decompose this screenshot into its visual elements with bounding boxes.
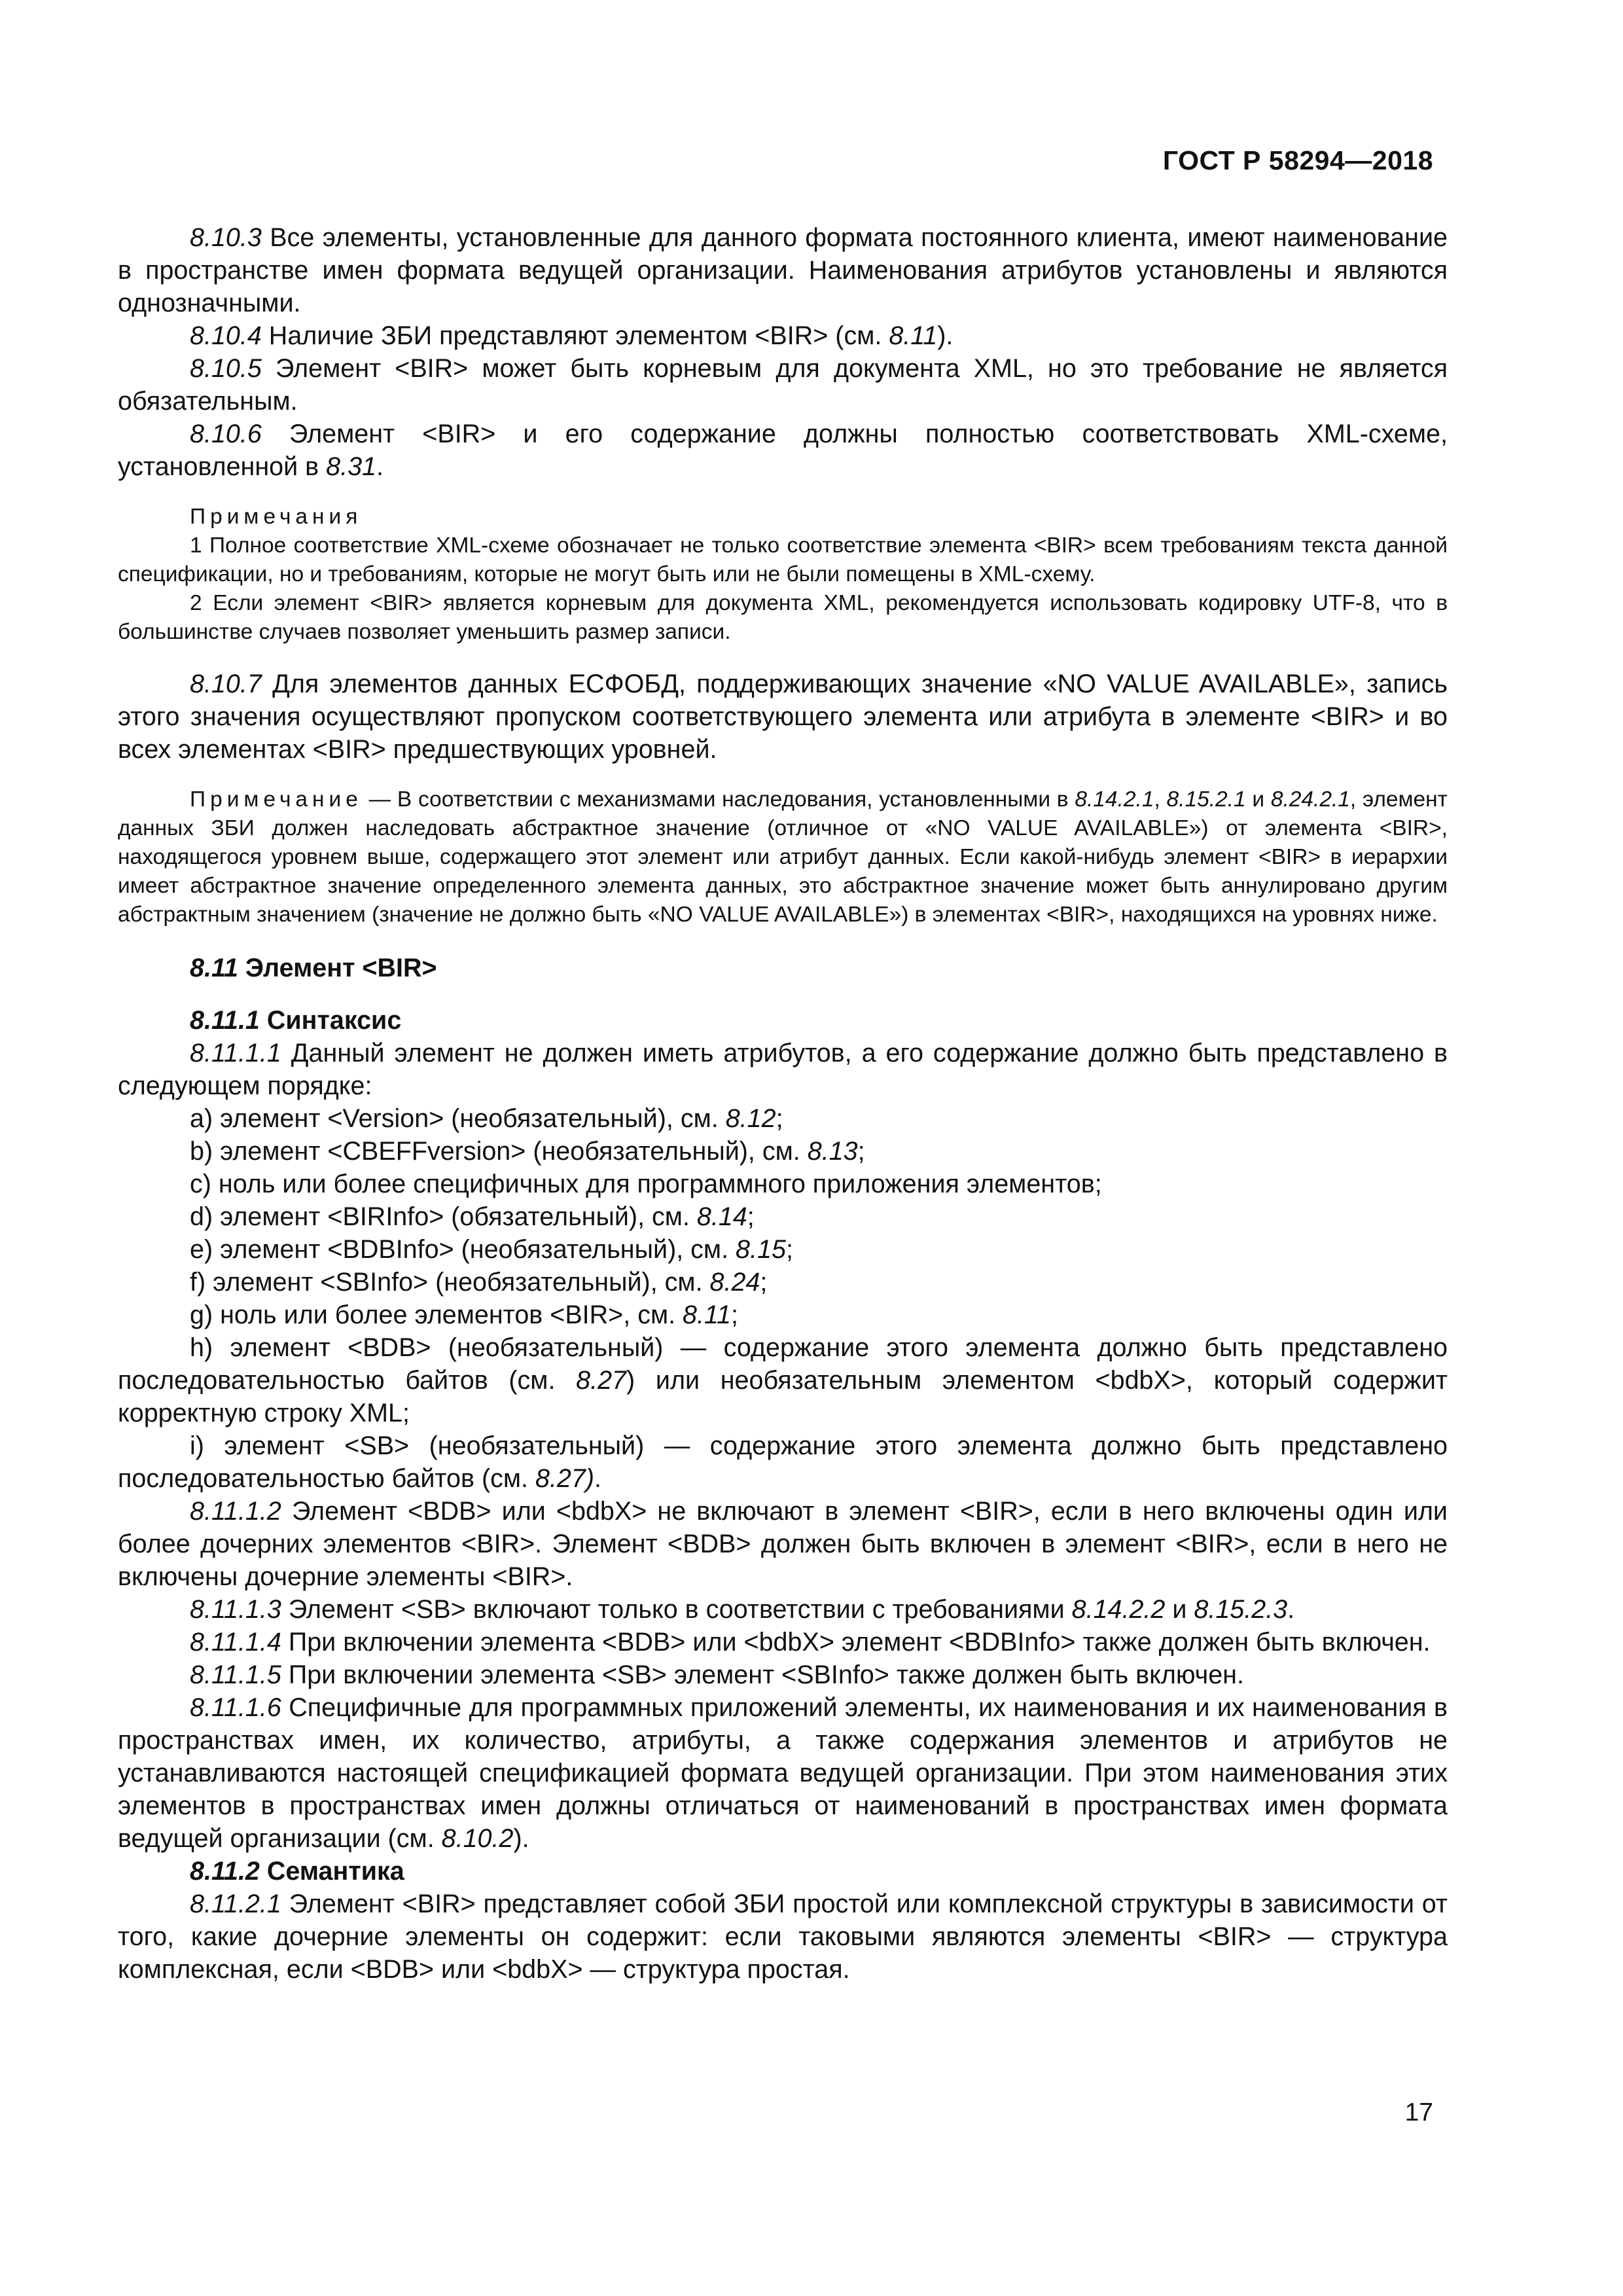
paragraph-text: Данный элемент не должен иметь атрибутов, а его содержание должно быть представлено в следующем порядке: [118, 1039, 1448, 1100]
note-2: 2 Если элемент <BIR> является корневым для документа XML, рекомендуется использовать кодировку UTF-8, что в большинстве случаев позволяет уменьшить размер записи. [118, 591, 1448, 644]
note-label: Примечание [190, 787, 363, 812]
section-number: 8.11.1 [190, 1006, 260, 1035]
paragraph-text: При включении элемента <SB> элемент <SBInfo> также должен быть включен. [281, 1660, 1244, 1689]
cross-reference: 8.24.2.1 [1270, 787, 1350, 812]
cross-reference: 8.10.2 [441, 1824, 514, 1853]
paragraph-text: . [376, 452, 384, 481]
list-item: d) элемент <BIRInfo> (обязательный), см. 8.14; [190, 1202, 755, 1231]
section-number: 8.11.2 [190, 1857, 260, 1886]
paragraph-8-11-1-6: 8.11.1.6 Специфичные для программных приложений элементы, их наименования и их наименования в пространствах имен, их количество, атрибуты, а также содержания элементов и атрибутов не устанавливаются настоящей спецификацией формата ведущей организации. При этом наименования этих элементов в пространствах имен должны отличаться от наименований в пространствах имен формата ведущей организации (см. 8.10.2). [118, 1693, 1448, 1853]
cross-reference: 8.15.2.3 [1194, 1595, 1288, 1624]
list-item-h: h) элемент <BDB> (необязательный) — содержание этого элемента должно быть представлено последовательностью байтов (см. 8.27) или необязательным элементом <bdbX>, который содержит корректную строку XML; [118, 1333, 1448, 1427]
section-title: Семантика [259, 1857, 404, 1886]
note-1: 1 Полное соответствие XML-схеме обозначает не только соответствие элемента <BIR> всем требованиям текста данной спецификации, но и требованиям, которые не могут быть или не были помещены в XML-схему. [118, 533, 1448, 586]
paragraph-text: Элемент <BIR> представляет собой ЗБИ простой или комплексной структуры в зависимости от того, какие дочерние элементы он содержит: если таковыми являются элементы <BIR> — структура комплексная, если <BDB> или <bdbX> — структура простая. [118, 1890, 1448, 1984]
cross-reference: 8.12 [725, 1104, 776, 1133]
paragraph-text: ). [937, 321, 954, 350]
clause-number: 8.11.1.2 [190, 1497, 281, 1526]
paragraph-text: Для элементов данных ЕСФОБД, поддерживающих значение «NO VALUE AVAILABLE», запись этого значения осуществляют пропуском соответствующего элемента или атрибута в элементе <BIR> и во всех элементах <BIR> предшествующих уровней. [118, 670, 1448, 764]
paragraph-8-10-6 [118, 418, 1448, 483]
cross-reference: 8.24 [709, 1268, 760, 1297]
paragraph-text: При включении элемента <BDB> или <bdbX> элемент <BDBInfo> также должен быть включен. [281, 1628, 1431, 1657]
section-heading-8-11 [118, 952, 1448, 984]
list-item: a) элемент <Version> (необязательный), см. 8.12; [190, 1104, 783, 1133]
section-number: 8.11 [190, 954, 238, 982]
paragraph-8-11-1-4 [118, 1626, 1448, 1659]
clause-number: 8.10.3 [190, 223, 262, 252]
clause-number: 8.11.1.4 [190, 1628, 281, 1657]
clause-number: 8.11.1.6 [190, 1693, 281, 1722]
list-item-i: i) элемент <SB> (необязательный) — содержание этого элемента должно быть представлено последовательностью байтов (см. 8.27). [118, 1431, 1448, 1493]
clause-number: 8.10.7 [190, 670, 262, 698]
page-number: 17 [1404, 2098, 1433, 2126]
paragraph-8-10-7 [118, 668, 1448, 766]
clause-number: 8.11.1.5 [190, 1660, 281, 1689]
paragraph-8-10-5 [118, 352, 1448, 418]
clause-number: 8.11.1.3 [190, 1595, 281, 1624]
paragraph-text: Специфичные для программных приложений элементы, их наименования и их наименования в пространствах имен, их количество, атрибуты, а также содержания элементов и атрибутов не устанавливаются настоящей спецификацией формата ведущей организации. При этом наименования этих элементов в пространствах имен должны отличаться от наименований в пространствах имен формата ведущей организации (см. [118, 1693, 1448, 1853]
list-item: c) ноль или более специфичных для программного приложения элементов; [190, 1170, 1102, 1198]
paragraph-8-10-3 [118, 221, 1448, 319]
list-item: b) элемент <CBEFFversion> (необязательный), см. 8.13; [190, 1137, 865, 1166]
paragraph-8-11-2-1 [118, 1888, 1448, 1986]
document-header: ГОСТ Р 58294—2018 [1162, 145, 1433, 175]
note-inheritance: Примечание — В соответствии с механизмами наследования, установленными в 8.14.2.1, 8.15.2.1 и 8.24.2.1, элемент данных ЗБИ должен наследовать абстрактное значение (отличное от «NO VALUE AVAILABLE») от элемента <BIR>, находящегося уровнем выше, содержащего этот элемент или атрибут данных. Если какой-нибудь элемент <BIR> в иерархии имеет абстрактное значение определенного элемента данных, это абстрактное значение может быть аннулировано другим абстрактным значением (значение не должно быть «NO VALUE AVAILABLE») в элементах <BIR>, находящихся на уровнях ниже. [118, 787, 1448, 927]
paragraph-text: Элемент <SB> включают только в соответствии с требованиями [281, 1595, 1072, 1624]
paragraph-8-10-4 [118, 319, 1448, 352]
paragraph-text: Наличие ЗБИ представляют элементом <BIR> (см. [261, 321, 889, 350]
cross-reference: 8.27 [576, 1366, 627, 1395]
cross-reference: 8.31 [326, 452, 377, 481]
paragraph-text: Элемент <BIR> и его содержание должны полностью соответствовать XML-схеме, установленной в [118, 420, 1448, 481]
section-title: Синтаксис [259, 1006, 402, 1035]
clause-number: 8.11.2.1 [190, 1890, 281, 1918]
list-item: f) элемент <SBInfo> (необязательный), см. 8.24; [190, 1268, 768, 1297]
paragraph-text: Элемент <BIR> может быть корневым для документа XML, но это требование не является обязательным. [118, 354, 1448, 416]
cross-reference: 8.15 [736, 1235, 786, 1264]
cross-reference: 8.14 [696, 1202, 747, 1231]
cross-reference: 8.14.2.2 [1071, 1595, 1166, 1624]
notes-title: Примечания [190, 505, 363, 529]
cross-reference: 8.13 [807, 1137, 858, 1166]
paragraph-text: Все элементы, установленные для данного формата постоянного клиента, имеют наименование в пространстве имен формата ведущей организации. Наименования атрибутов установлены и являются однозначными. [118, 223, 1448, 317]
cross-reference: 8.11 [683, 1300, 731, 1329]
cross-reference: 8.11 [889, 321, 938, 350]
paragraph-8-11-1-5 [118, 1659, 1448, 1691]
cross-reference: 8.14.2.1 [1075, 787, 1154, 812]
notes-block [118, 503, 1448, 647]
paragraph-text: Элемент <BDB> или <bdbX> не включают в элемент <BIR>, если в него включены один или более дочерних элементов <BIR>. Элемент <BDB> должен быть включен в элемент <BIR>, если в него не включены дочерние элементы <BIR>. [118, 1497, 1448, 1591]
list-item: e) элемент <BDBInfo> (необязательный), см. 8.15; [190, 1235, 793, 1264]
clause-number: 8.10.4 [190, 321, 262, 350]
clause-number: 8.11.1.1 [190, 1039, 281, 1067]
clause-number: 8.10.6 [190, 420, 262, 448]
subsection-heading-8-11-1 [118, 1004, 1448, 1037]
note-text: , элемент данных ЗБИ должен наследовать абстрактное значение (отличное от «NO VALUE AVAILABLE») от элемента <BIR>, находящегося уровнем выше, содержащего этот элемент или атрибут данных. Если какой-нибудь элемент <BIR> в иерархии имеет абстрактное значение определенного элемента данных, это абстрактное значение может быть аннулировано другим абстрактным значением (значение не должно быть «NO VALUE AVAILABLE») в элементах <BIR>, находящихся на уровнях ниже. [118, 787, 1448, 927]
paragraph-8-11-1-3: 8.11.1.3 Элемент <SB> включают только в соответствии с требованиями 8.14.2.2 и 8.15.2.3. [190, 1595, 1295, 1624]
paragraph-8-11-1-1 [118, 1037, 1448, 1102]
paragraph-8-11-1-2 [118, 1495, 1448, 1593]
cross-reference: 8.15.2.1 [1166, 787, 1246, 812]
subsection-heading-8-11-2 [118, 1855, 1448, 1888]
clause-number: 8.10.5 [190, 354, 262, 383]
cross-reference: 8.27) [535, 1464, 595, 1493]
section-title: Элемент <BIR> [238, 954, 437, 982]
list-item: g) ноль или более элементов <BIR>, см. 8.11; [190, 1300, 738, 1329]
note-text: — В соответствии с механизмами наследования, установленными в [362, 787, 1075, 812]
document-body [118, 221, 1448, 1986]
